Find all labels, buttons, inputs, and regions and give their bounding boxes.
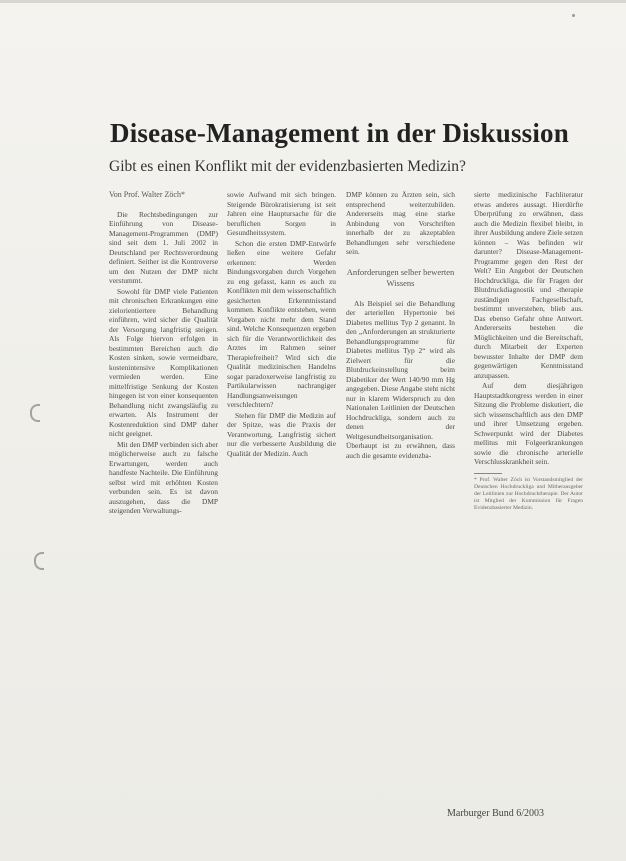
- paragraph: sierte medizinische Fachliteratur etwas anderes aussagt. Hierdürfte Überprüfung zu erwähnen, dass auch die Medizin flexibel bleibt, in ihrer Ausbildung andere Ziele setzen können – Was befinden wir darunter? Disease-Management-Programme gegen den Rest der Welt? Ein Angebot der Deutschen Hochdruckliga, die für Fragen der Blutdruckdiagnostik und -therapie zuständigen Fachgesellschaft, bestimmt unverstehen, blieb aus. Das ebenso Gefahr ohne Antwort. Andererseits bestehen die Möglichkeiten und die Bereitschaft, durch Mitarbeit der Experten bewusster Inhalte der DMP dem gegenwärtigen Kenntnisstand anzupassen.: [474, 190, 583, 380]
- scan-speck: [572, 14, 575, 17]
- paragraph: Mit den DMP verbinden sich aber möglicherweise auch zu falsche Erwartungen, werden auch handfeste Nachteile. Die Einführung selbst wird mit erhöhten Kosten verbunden sein. Es ist davon auszugehen, dass die DMP steigenden Verwaltungs-: [109, 439, 218, 515]
- publication-source: Marburger Bund 6/2003: [447, 808, 545, 819]
- paragraph: Die Rechtsbedingungen zur Einführung von Disease-Management-Programmen (DMP) sind seit dem 1. Juli 2002 in Deutschland per Rechtsverordnung definiert. Seither ist die Kontroverse um den Nutzen der DMP nicht verstummt.: [109, 209, 218, 285]
- paragraph: Sowohl für DMP viele Patienten mit chronischen Erkrankungen eine zielorientiertere Behandlung einführen, wird sicher die Qualität der Versorgung langfristig steigen. Als Folge hiervon erfolgen in bestimmten Bereichen auch die Kosten sinken, sowie vermeidbare, kostenintensive Komplikationen vermieden werden. Eine mittelfristige Senkung der Kosten hingegen ist von einer konsequenten Behandlung nicht zwangsläufig zu erwarten. Als Instrument der Kostenreduktion sind DMP daher nicht geeignet.: [109, 286, 218, 438]
- text-column-2: [227, 190, 336, 459]
- author-footnote: * Prof. Walter Zöch ist Vorstandsmitglied der Deutschen Hochdruckliga und Mitherausgeber der Leitlinien zur Hochdrucktherapie. Der Autor ist Mitglied der Kommission für Fragen Evidenzbasierter Medizin.: [474, 476, 583, 511]
- page-top-edge: [0, 0, 626, 3]
- paragraph: Schon die ersten DMP-Entwürfe ließen eine weitere Gefahr erkennen: Werden Bindungsvorgaben durch Vorgehen zu eng gefasst, kann es auch zu Konflikten mit dem wissenschaftlich gesicherten Erkenntnisstand kommen. Konflikte entstehen, wenn Vorgaben nicht mehr dem Stand sind. Welche Konsequenzen ergeben sich für die Verantwortlichkeit des Arztes im Rahmen seiner Therapiefreiheit? Wird sich die Qualität medizinischen Handelns sogar paradoxerweise langfristig zu Partikularwissen nachrangiger Handlungsanweisungen verschlechtern?: [227, 238, 336, 409]
- punch-hole-mark: [34, 552, 44, 570]
- paragraph: Auf dem diesjährigen Hauptstadtkongress werden in einer Sitzung die Probleme diskutiert, die sich wissenschaftlich aus den DMP und ihrer Umsetzung ergeben. Schwerpunkt wird der Diabetes mellitus mit Folgeerkrankungen sowie die chronische arterielle Verschlusskrankheit sein.: [474, 381, 583, 466]
- footnote-divider: [474, 473, 502, 474]
- text-column-1: [109, 190, 218, 517]
- punch-hole-mark: [30, 404, 40, 422]
- paragraph: sowie Aufwand mit sich bringen. Steigende Bürokratisierung ist seit Jahren eine Hauptursache für die beruflichen Sorgen in Gesundheitssystem.: [227, 190, 336, 237]
- text-column-3: [346, 190, 455, 461]
- section-subheading: Anforderungen selber bewerten Wissens: [346, 266, 455, 288]
- text-column-4: [474, 190, 583, 513]
- article-title: Disease-Management in der Diskussion: [110, 118, 569, 148]
- author-line: Von Prof. Walter Zöch*: [109, 190, 185, 199]
- paragraph: Als Beispiel sei die Behandlung der arteriellen Hypertonie bei Diabetes mellitus Typ 2 genannt. In den „Anforderungen an strukturierte Behandlungsprogramme für Diabetes mellitus Typ 2“ wird als Zielwert für die Blutdruckeinstellung beim Diabetiker der Wert 140/90 mm Hg angegeben. Diese Angabe steht nicht nur in klarem Widerspruch zu den Nationalen Leitlinien der Deutschen Hochdruckliga, sondern auch zu denen der Weltgesundheitsorganisation. Überhaupt ist zu erwähnen, dass auch die gesamte evidenzba-: [346, 298, 455, 460]
- paragraph: DMP können zu Ärzten sein, sich entsprechend weiterzubilden. Andererseits mag eine starke Anbindung von Vorschriften innerhalb der zu akzeptablen Behandlungen sehr verschiedene sein.: [346, 190, 455, 256]
- paragraph: Stehen für DMP die Medizin auf der Spitze, was die Praxis der Verantwortung, Langfristig sichert nur die verbesserte Ausbildung die Qualität der Medizin. Auch: [227, 410, 336, 458]
- article-subtitle: Gibt es einen Konflikt mit der evidenzbasierten Medizin?: [109, 158, 466, 175]
